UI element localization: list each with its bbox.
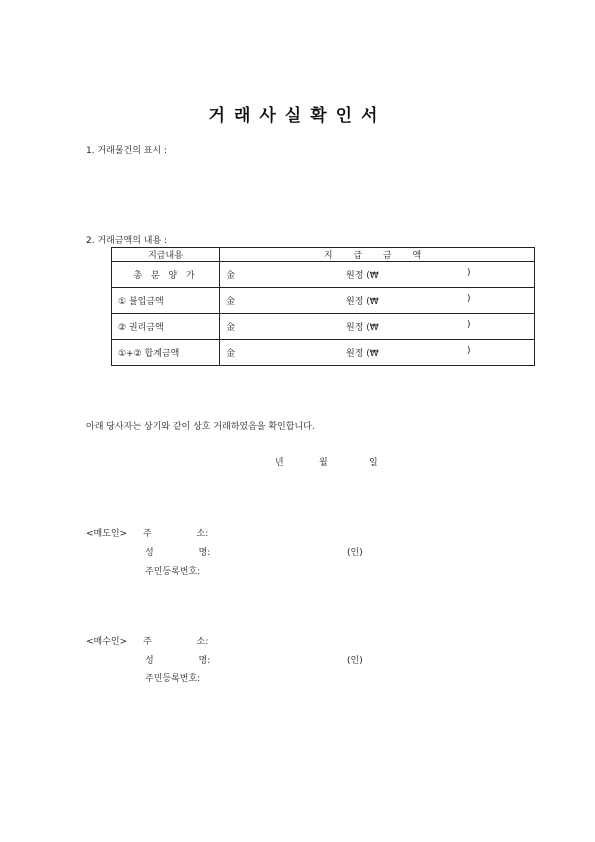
date-year-label: 년 [275,458,284,468]
gold-symbol: 金 [226,271,236,281]
document-title: 거래사실확인서 [208,106,387,126]
table-row [112,288,535,314]
row-amount-cell [220,340,535,366]
date-month-label: 월 [319,458,328,468]
buyer-id-label: 주민등록번호: [145,674,201,684]
close-paren: ) [467,268,471,278]
header-payment-amount-text: 지 급 금 액 [323,251,431,261]
section-1-label: 1. 거래물건의 표시 : [86,146,168,156]
row-amount-cell [220,314,535,340]
table-row [112,314,535,340]
close-paren: ) [467,320,471,330]
seller-seal-label: (인) [347,548,363,558]
gold-symbol: 金 [226,323,236,333]
row-label: 총 분 양 가 [133,271,198,281]
row-amount-cell [220,288,535,314]
table-row [112,340,535,366]
close-paren: ) [467,294,471,304]
won-label: 원정 (₩ [346,271,379,281]
gold-symbol: 金 [226,297,236,307]
gold-symbol: 金 [226,349,236,359]
table-header-row [112,248,535,262]
won-label: 원정 (₩ [346,297,379,307]
row-label-cell [112,340,220,366]
row-label-cell [112,288,220,314]
seller-id-label: 주민등록번호: [145,567,201,577]
section-2-label: 2. 거래금액의 내용 : [86,236,168,246]
row-label-cell [112,262,220,288]
row-label-cell [112,314,220,340]
buyer-role: <매수인> [86,637,128,647]
buyer-name-label: 성 명: [145,656,211,666]
seller-role: <매도인> [86,529,128,539]
table-row [112,262,535,288]
header-payment-item: 지급내용 [112,248,220,262]
close-paren: ) [467,346,471,356]
amount-table [111,247,535,366]
row-label: ①+② 합계금액 [118,349,180,359]
seller-name-label: 성 명: [145,548,211,558]
seller-address-label: 주 소: [143,529,209,539]
won-label: 원정 (₩ [346,349,379,359]
buyer-seal-label: (인) [347,656,363,666]
buyer-address-label: 주 소: [143,637,209,647]
date-day-label: 일 [369,458,378,468]
won-label: 원정 (₩ [346,323,379,333]
confirmation-statement: 아래 당사자는 상기와 같이 상호 거래하였음을 확인합니다. [86,422,315,432]
row-label: ① 불입금액 [118,297,164,307]
header-payment-amount [220,248,535,262]
row-label: ② 권리금액 [118,323,164,333]
row-amount-cell [220,262,535,288]
